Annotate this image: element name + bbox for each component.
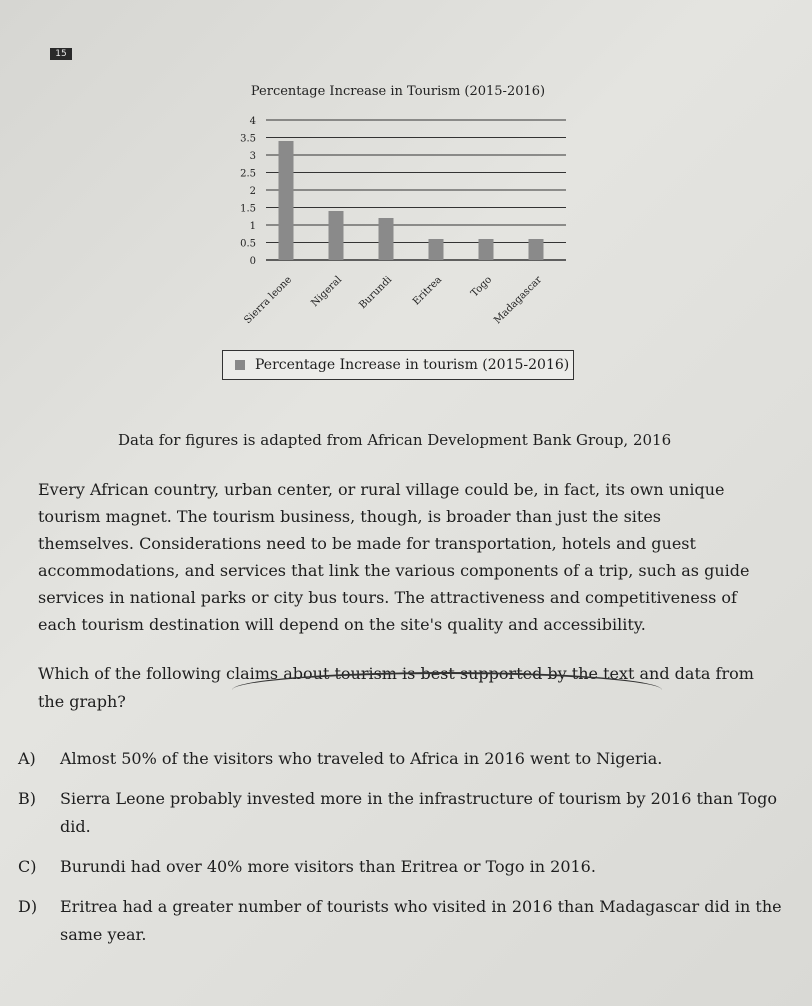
bar bbox=[279, 141, 294, 260]
y-tick-label: 2.5 bbox=[240, 168, 256, 180]
option-letter: D) bbox=[18, 897, 38, 916]
question-number: 15 bbox=[50, 48, 72, 60]
bar bbox=[479, 239, 494, 260]
legend-swatch bbox=[235, 360, 245, 370]
y-tick-label: 1 bbox=[249, 221, 256, 232]
source-note: Data for figures is adapted from African Development Bank Group, 2016 bbox=[118, 431, 672, 449]
option-text: Almost 50% of the visitors who traveled to Africa in 2016 went to Nigeria. bbox=[60, 749, 663, 768]
option-letter: B) bbox=[18, 789, 36, 808]
x-tick-label: Sierra leone bbox=[242, 274, 295, 327]
y-tick-label: 1.5 bbox=[240, 203, 256, 215]
option-text: Burundi had over 40% more visitors than Eritrea or Togo in 2016. bbox=[60, 857, 596, 876]
option-a[interactable] bbox=[18, 745, 798, 773]
chart-title: Percentage Increase in Tourism (2015-2016) bbox=[250, 84, 546, 99]
x-tick-label: Eritrea bbox=[410, 274, 445, 308]
y-tick-label: 3 bbox=[249, 151, 256, 162]
bar bbox=[529, 239, 544, 260]
y-tick-label: 0.5 bbox=[240, 238, 256, 250]
passage-text: Every African country, urban center, or rural village could be, in fact, its own unique tourism magnet. The tourism business, though, is broader than just the sites themselves. Considerations need to be made for transportation, hotels and guest accommodations, and services that link the various components of a trip, such as guide services in national parks or city bus tours. The attractiveness and competitiveness of each tourism destination will depend on the site's quality and accessibility. bbox=[38, 480, 750, 634]
legend-label: Percentage Increase in tourism (2015-2016) bbox=[255, 357, 570, 373]
option-letter: C) bbox=[18, 857, 37, 876]
option-letter: A) bbox=[18, 749, 36, 768]
option-d[interactable] bbox=[18, 893, 798, 949]
option-c[interactable] bbox=[18, 853, 798, 881]
x-tick-label: Togo bbox=[469, 274, 495, 300]
option-text: Eritrea had a greater number of tourists who visited in 2016 than Madagascar did in the same year. bbox=[60, 897, 782, 944]
y-tick-label: 3.5 bbox=[240, 133, 256, 145]
bar-chart bbox=[0, 0, 812, 400]
bar bbox=[429, 239, 444, 260]
bar bbox=[329, 211, 344, 260]
y-tick-label: 2 bbox=[249, 186, 256, 197]
y-tick-label: 0 bbox=[249, 256, 256, 267]
option-b[interactable] bbox=[18, 785, 798, 841]
bar bbox=[379, 218, 394, 260]
pencil-underline-mark bbox=[232, 672, 662, 708]
answer-options bbox=[18, 745, 798, 961]
question-text: Which of the following claims about tourism is best supported by the text and data from the graph? bbox=[38, 664, 754, 711]
x-tick-label: Nigeral bbox=[309, 274, 345, 310]
option-text: Sierra Leone probably invested more in the infrastructure of tourism by 2016 than Togo did. bbox=[60, 789, 778, 836]
y-tick-label: 4 bbox=[249, 116, 256, 127]
x-tick-label: Burundi bbox=[357, 274, 395, 312]
x-tick-label: Madagascar bbox=[492, 274, 545, 327]
chart-legend bbox=[222, 350, 574, 380]
